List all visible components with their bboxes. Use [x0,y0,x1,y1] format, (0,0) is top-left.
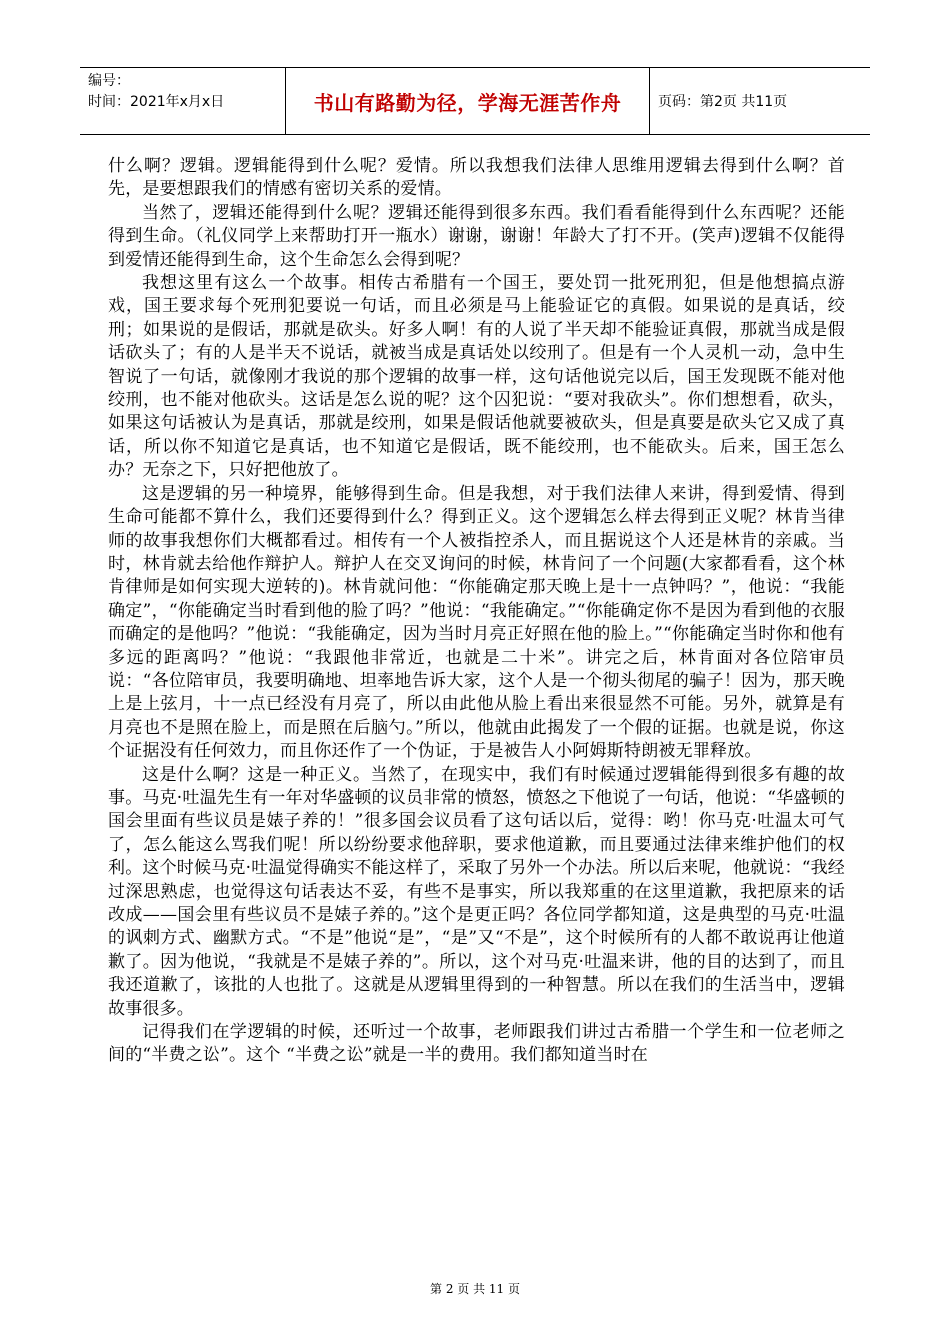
paragraph-5: 这是什么啊？这是一种正义。当然了，在现实中，我们有时候通过逻辑能得到很多有趣的故事。马克·吐温先生有一年对华盛顿的议员非常的愤怒，愤怒之下他说了一句话，他说：“华盛顿的国会里面有些议员是婊子养的！”很多国会议员看了这句话以后，觉得：哟！你马克·吐温太可气了，怎么能这么骂我们呢！所以纷纷要求他辞职，要求他道歉，而且要通过法律来维护他们的权利。这个时候马克·吐温觉得确实不能这样了，采取了另外一个办法。所以后来呢，他就说：“我经过深思熟虑，也觉得这句话表达不妥，有些不是事实，所以我郑重的在这里道歉，我把原来的话改成——国会里有些议员不是婊子养的。”这个是更正吗？各位同学都知道，这是典型的马克·吐温的讽刺方式、幽默方式。“不是”他说“是”，“是”又“不是”，这个时候所有的人都不敢说再让他道歉了。因为他说，“我就是不是婊子养的”。所以，这个对马克·吐温来讲，他的目的达到了，而且我还道歉了，该批的人也批了。这就是从逻辑里得到的一种智慧。所以在我们的生活当中，逻辑故事很多。 [108,764,845,1019]
header-meta [80,68,286,134]
header-motto: 书山有路勤为径，学海无涯苦作舟 [286,68,650,134]
page-footer: 第 2 页 共 11 页 [430,1282,520,1296]
page-header [80,67,870,135]
document-body [108,155,845,1068]
header-page-number: 页码：第2页 共11页 [658,94,788,110]
paragraph-4: 这是逻辑的另一种境界，能够得到生命。但是我想，对于我们法律人来讲，得到爱情、得到生命可能都不算什么，我们还要得到什么？得到正义。这个逻辑怎么样去得到正义呢？林肯当律师的故事我想你们大概都看过。相传有一个人被指控杀人，而且据说这个人还是林肯的亲戚。当时，林肯就去给他作辩护人。辩护人在交叉询问的时候，林肯问了一个问题(大家都看看，这个林肯律师是如何实现大逆转的)。林肯就问他：“你能确定那天晚上是十一点钟吗？”，他说：“我能确定”，“你能确定当时看到他的脸了吗？”他说：“我能确定。”“你能确定你不是因为看到他的衣服而确定的是他吗？”他说：“我能确定，因为当时月亮正好照在他的脸上。”“你能确定当时你和他有多远的距离吗？”他说：“我跟他非常近，也就是二十米”。讲完之后，林肯面对各位陪审员说：“各位陪审员，我要明确地、坦率地告诉大家，这个人是一个彻头彻尾的骗子！因为，那天晚上是上弦月，十一点已经没有月亮了，所以由此他从脸上看出来很显然不可能。另外，就算是有月亮也不是照在脸上，而是照在后脑勺。”所以，他就由此揭发了一个假的证据。也就是说，你这个证据没有任何效力，而且你还作了一个伪证，于是被告人小阿姆斯特朗被无罪释放。 [108,483,845,762]
paragraph-6: 记得我们在学逻辑的时候，还听过一个故事，老师跟我们讲过古希腊一个学生和一位老师之间的“半费之讼”。这个 “半费之讼”就是一半的费用。我们都知道当时在 [108,1022,845,1066]
paragraph-3: 我想这里有这么一个故事。相传古希腊有一个国王，要处罚一批死刑犯，但是他想搞点游戏，国王要求每个死刑犯要说一句话，而且必须是马上能验证它的真假。如果说的是真话，绞刑；如果说的是假话，那就是砍头。好多人啊！有的人说了半天却不能验证真假，那就当成是假话砍头了；有的人是半天不说话，就被当成是真话处以绞刑了。但是有一个人灵机一动，急中生智说了一句话，就像刚才我说的那个逻辑的故事一样，这句话他说完以后，国王发现既不能对他绞刑，也不能对他砍头。这话是怎么说的呢？这个囚犯说：“要对我砍头”。你们想想看，砍头，如果这句话被认为是真话，那就是绞刑，如果是假话他就要被砍头，但是真要是砍头它又成了真话，所以你不知道它是真话，也不知道它是假话，既不能绞刑，也不能砍头。后来，国王怎么办？无奈之下，只好把他放了。 [108,273,845,481]
serial-label: 编号： [88,73,130,89]
paragraph-2: 当然了，逻辑还能得到什么呢？逻辑还能得到很多东西。我们看看能得到什么东西呢？还能得到生命。（礼仪同学上来帮助打开一瓶水）谢谢，谢谢！年龄大了打不开。(笑声)逻辑不仅能得到爱情还能得到生命，这个生命怎么会得到呢？ [108,202,845,270]
paragraph-1: 什么啊？逻辑。逻辑能得到什么呢？爱情。所以我想我们法律人思维用逻辑去得到什么啊？首先，是要想跟我们的情感有密切关系的爱情。 [108,156,845,200]
time-label: 时间：2021年x月x日 [88,94,225,110]
